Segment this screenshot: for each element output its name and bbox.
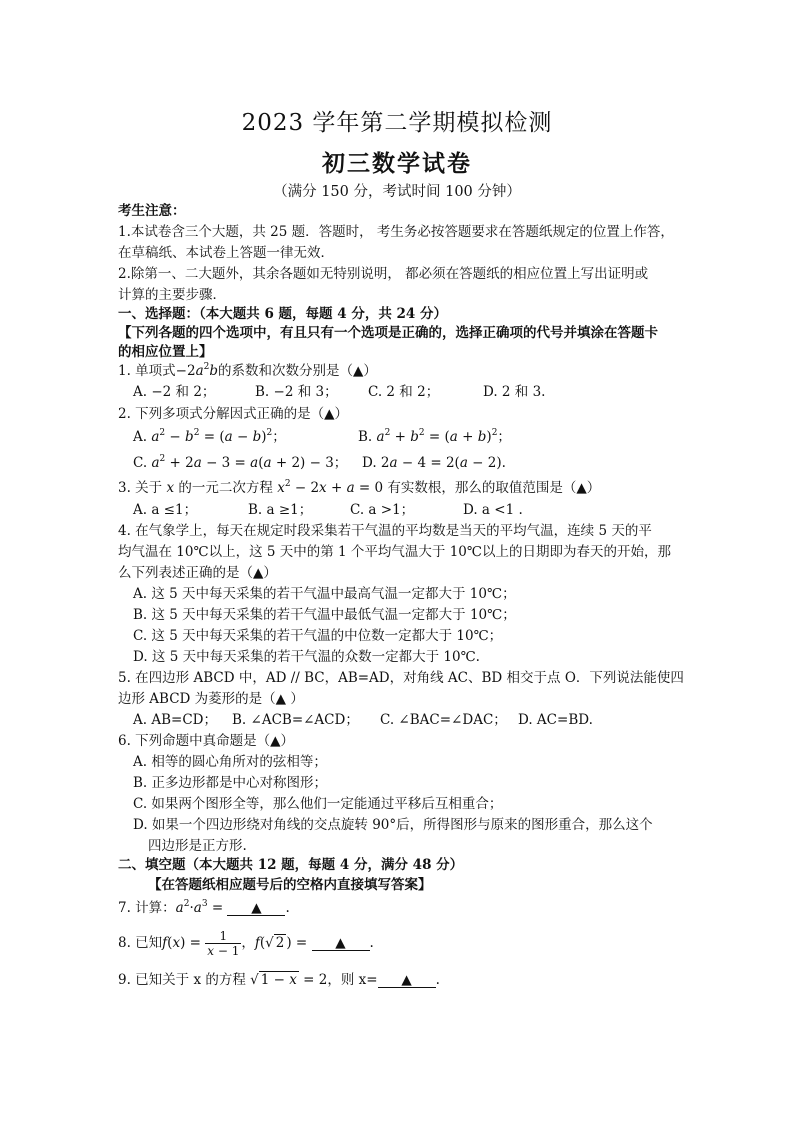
q1-option-a: A. −2 和 2； (133, 384, 216, 400)
q8-expression: f(x) = $\frac{1}{x - 1}$ ，f(√ 2 ) = (162, 929, 312, 958)
q5-option-b: B. ∠ACB=∠ACD； (232, 712, 359, 728)
section1-instr-b: 的相应位置上】 (118, 344, 213, 360)
q3-option-d: D. a <1 . (463, 502, 523, 518)
q4-option-d: D. 这 5 天中每天采集的若干气温的众数一定都大于 10℃. (133, 649, 480, 665)
q3-stem-pre: 3. 关于 (118, 480, 163, 496)
q4-option-b: B. 这 5 天中每天采集的若干气温中最低气温一定都大于 10℃； (133, 607, 516, 623)
q1-expression: $-2a^2b$ (175, 362, 219, 379)
q1-option-d: D. 2 和 3. (483, 384, 546, 400)
q6-option-d-a: D. 如果一个四边形绕对角线的交点旋转 90°后，所得图形与原来的图形重合，那么这个 (133, 817, 653, 833)
q5-stem-b: 边形 ABCD 为菱形的是（▲ ） (118, 691, 304, 707)
q8-stem: 8. 已知f(x) = $\frac{1}{x - 1}$ ，f(√ 2 ) = ▲ . (118, 929, 374, 958)
q5-option-c: C. ∠BAC=∠DAC； (380, 712, 507, 728)
q6-stem: 6. 下列命题中真命题是（▲） (118, 733, 295, 749)
q4-option-a: A. 这 5 天中每天采集的若干气温中最高气温一定都大于 10℃； (133, 586, 516, 602)
q8-fraction: $\frac{1}{x - 1}$ (207, 929, 240, 958)
q9-equation: √ 1 − x = 2 (245, 972, 328, 988)
q1-stem-pre: 1. 单项式 (118, 363, 176, 379)
q6-option-c: C. 如果两个图形全等，那么他们一定能通过平移后互相重合； (133, 796, 503, 812)
q4-stem-b: 均气温在 10℃以上，这 5 天中的第 1 个平均气温大于 10℃以上的日期即为春天的开始，那 (118, 544, 671, 560)
q7-answer-blank: ▲ (227, 901, 285, 916)
q9-answer-blank: ▲ (378, 973, 436, 988)
q3-option-a: A. a ≤1； (133, 502, 198, 518)
q7-stem-text: 7. 计算： (118, 900, 176, 916)
q2-option-d: D. 2a − 4 = 2(a − 2). (362, 455, 506, 471)
section1-instr-a: 【下列各题的四个选项中，有且只有一个选项是正确的，选择正确项的代号并填涂在答题卡 (118, 325, 658, 341)
notice-heading: 考生注意： (118, 203, 186, 219)
q8-answer-blank: ▲ (312, 936, 370, 951)
q3-stem (118, 479, 600, 498)
q7-expression: $a^2\cdot a^3$ = (175, 899, 228, 916)
q6-option-b: B. 正多边形都是中心对称图形； (133, 775, 328, 791)
q6-option-d-b: 四边形是正方形. (148, 838, 247, 854)
q6-option-a: A. 相等的圆心角所对的弦相等； (133, 754, 327, 770)
q5-option-d: D. AC=BD. (518, 712, 593, 728)
q3-stem-post: 有实数根，那么的取值范围是（▲） (387, 480, 601, 496)
exam-meta: （满分 150 分，考试时间 100 分钟） (273, 184, 521, 200)
q1-stem (118, 362, 377, 381)
q1-option-c: C. 2 和 2； (368, 384, 440, 400)
exam-subtitle: 初三数学试卷 (322, 150, 472, 177)
q4-stem-c: 么下列表述正确的是（▲） (118, 565, 277, 581)
section2-instr: 【在答题纸相应题号后的空格内直接填写答案】 (148, 877, 432, 893)
exam-title: 2023 学年第二学期模拟检测 (241, 110, 553, 136)
q1-option-b: B. −2 和 3； (255, 384, 338, 400)
q3-equation: x 的一元二次方程 $x^2 - 2x + a = 0$ (166, 479, 388, 496)
q5-stem-a: 5. 在四边形 ABCD 中，AD // BC，AB=AD，对角线 AC、BD 相交于点 O．下列说法能使四 (118, 670, 684, 686)
q9-stem-post: ，则 x= (327, 972, 378, 988)
section1-heading: 一、选择题：（本大题共 6 题，每题 4 分，共 24 分） (118, 306, 448, 322)
q8-stem-text: 8. 已知 (118, 935, 163, 951)
q3-option-c: C. a >1； (350, 502, 415, 518)
q9-stem-pre: 9. 已知关于 x 的方程 (118, 972, 246, 988)
q4-option-c: C. 这 5 天中每天采集的若干气温的中位数一定都大于 10℃； (133, 628, 503, 644)
q4-stem-a: 4. 在气象学上，每天在规定时段采集若干气温的平均数是当天的平均气温，连续 5 天的平 (118, 523, 652, 539)
q9-stem: 9. 已知关于 x 的方程 √ 1 − x = 2，则 x= ▲ . (118, 972, 440, 988)
notice-item-1a: 1.本试卷含三个大题，共 25 题．答题时， 考生务必按答题要求在答题纸规定的位置上作答， (118, 224, 674, 240)
q3-option-b: B. a ≥1； (248, 502, 313, 518)
q7-stem: 7. 计算：$a^2\cdot a^3$ = ▲ . (118, 899, 290, 916)
notice-item-1b: 在草稿纸、本试卷上答题一律无效． (118, 245, 334, 261)
q2-option-a: A. $a^2 - b^2 = (a - b)^2$； (133, 428, 286, 445)
q2-stem: 2. 下列多项式分解因式正确的是（▲） (118, 406, 349, 422)
section2-heading: 二、填空题（本大题共 12 题，每题 4 分，满分 48 分） (118, 857, 464, 873)
q2-option-b: B. $a^2 + b^2 = (a + b)^2$； (358, 428, 511, 445)
notice-item-2b: 计算的主要步骤． (118, 287, 226, 303)
notice-item-2a: 2.除第一、二大题外，其余各题如无特别说明， 都必须在答题纸的相应位置上写出证明或 (118, 266, 649, 282)
q1-stem-post: 的系数和次数分别是（▲） (218, 363, 377, 379)
q2-option-c: C. $a^2 + 2a - 3 = a(a + 2) - 3$； (133, 454, 348, 471)
q5-option-a: A. AB=CD； (133, 712, 217, 728)
